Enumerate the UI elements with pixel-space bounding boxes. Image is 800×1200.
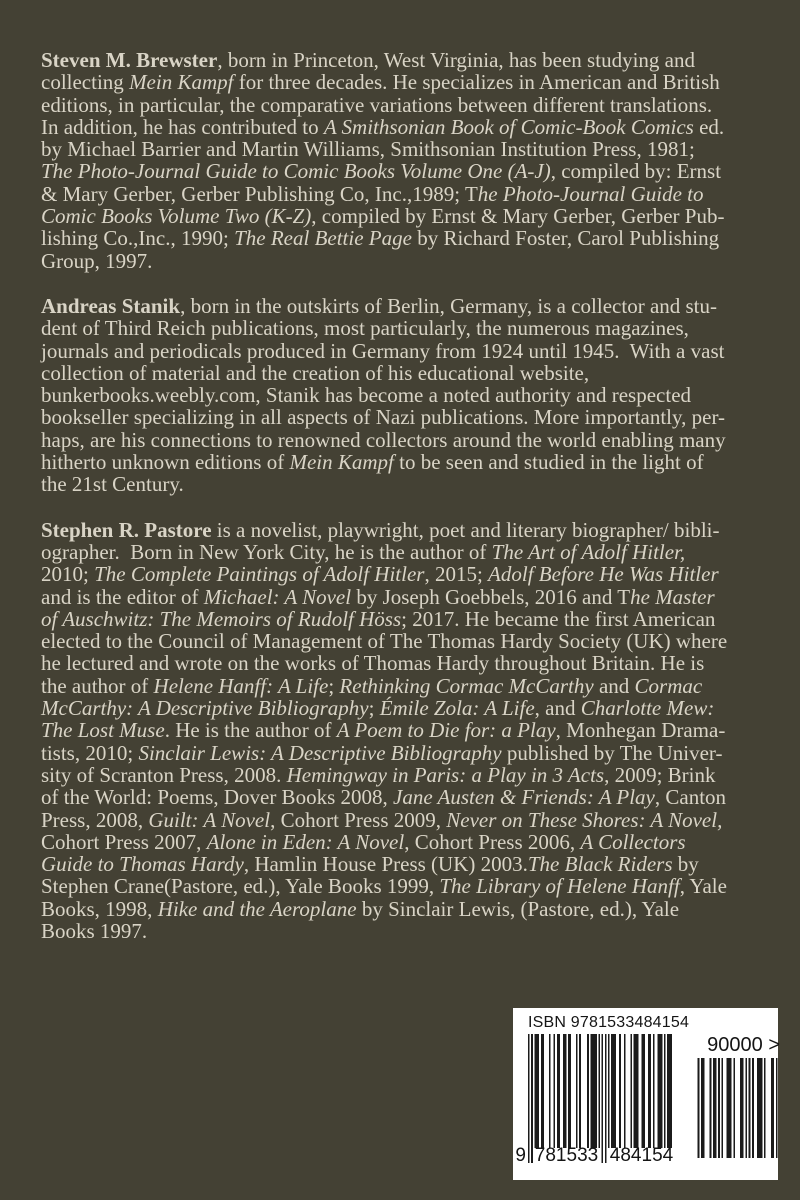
isbn-label: ISBN 9781533484154 [528,1014,690,1031]
ean5-addon-bars [696,1058,778,1158]
bio-stephen-pastore: Stephen R. Pastore is a novelist, playwright, poet and literary biographer/ bibli- ographer. Born in New York City, he is the author of The Art of Adolf Hitler, 2010; The Complete Paintings of Adolf Hitler, 2015; Adolf Before He Was Hitler and is the editor of Michael: A Novel by Joseph Goebbels, 2016 and The Master of Auschwitz: The Memoirs of Rudolf Höss; 2017. He became the first American elected to the Council of Management of The Thomas Hardy Society (UK) where he lectured and wrote on the works of Thomas Hardy throughout Britain. He is the author of Helene Hanff: A Life; Rethinking Cormac McCarthy and Cormac McCarthy: A Descriptive Bibliography; Émile Zola: A Life, and Charlotte Mew: The Lost Muse. He is the author of A Poem to Die for: a Play, Monhegan Drama- tists, 2010; Sinclair Lewis: A Descriptive Bibliography published by The Univer- sity of Scranton Press, 2008. Hemingway in Paris: a Play in 3 Acts, 2009; Brink of the World: Poems, Dover Books 2008, Jane Austen & Friends: A Play, Canton Press, 2008, Guilt: A Novel, Cohort Press 2009, Never on These Shores: A Novel, Cohort Press 2007, Alone in Eden: A Novel, Cohort Press 2006, A Collectors Guide to Thomas Hardy, Hamlin House Press (UK) 2003.The Black Riders by Stephen Crane(Pastore, ed.), Yale Books 1999, The Library of Helene Hanff, Yale Books, 1998, Hike and the Aeroplane by Sinclair Lewis, (Pastore, ed.), Yale Books 1997. [41,517,728,943]
bio-andreas-stanik: Andreas Stanik, born in the outskirts of Berlin, Germany, is a collector and stu- dent of Third Reich publications, most particularly, the numerous magazines, journals and periodicals produced in Germany from 1924 until 1945. With a vast collection of material and the creation of his educational website, bunkerbooks.weebly.com, Stanik has become a noted authority and respected bookseller specializing in all aspects of Nazi publications. More importantly, per- haps, are his connections to renowned collectors around the world enabling many hitherto unknown editions of Mein Kampf to be seen and studied in the light of the 21st Century. [41,293,726,497]
isbn-barcode-panel [513,1008,778,1180]
ean13-digits-group2: 484154 [609,1145,674,1166]
author-bios [41,49,781,965]
ean13-digit-left: 9 [515,1145,526,1166]
ean13-bars [528,1034,675,1163]
bio-steven-brewster: Steven M. Brewster, born in Princeton, West Virginia, has been studying and collecting Mein Kampf for three decades. He specializes in American and British editions, in particular, the comparative variations between different translations. In addition, he has contributed to A Smithsonian Book of Comic-Book Comics ed. by Michael Barrier and Martin Williams, Smithsonian Institution Press, 1981; The Photo-Journal Guide to Comic Books Volume One (A-J), compiled by: Ernst & Mary Gerber, Gerber Publishing Co, Inc.,1989; The Photo-Journal Guide to Comic Books Volume Two (K-Z), compiled by Ernst & Mary Gerber, Gerber Pub- lishing Co.,Inc., 1990; The Real Bettie Page by Richard Foster, Carol Publishing Group, 1997. [41,48,725,273]
ean13-digits-group1: 781533 [534,1145,599,1166]
addon-price-code-label: 90000 > [707,1034,780,1056]
ean13-barcode [515,1034,680,1166]
